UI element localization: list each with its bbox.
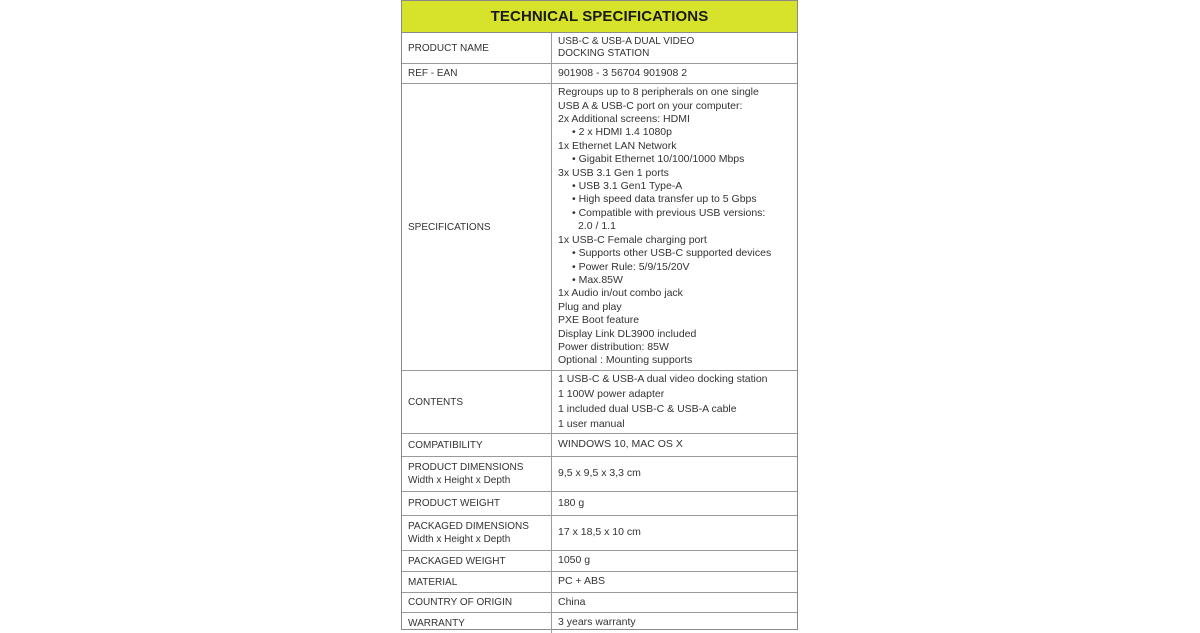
value-country-of-origin: China (558, 595, 586, 608)
value-material: PC + ABS (558, 575, 605, 588)
spec-bullet: • Compatible with previous USB versions: (558, 207, 791, 220)
spec-line: Plug and play (558, 300, 622, 313)
value-product-dimensions: 9,5 x 9,5 x 3,3 cm (558, 467, 641, 480)
label-material: MATERIAL (402, 572, 552, 592)
row-specifications (402, 84, 797, 371)
contents-line: 1 user manual (558, 418, 625, 430)
sheet-title: TECHNICAL SPECIFICATIONS (402, 1, 797, 33)
row-product-dimensions (402, 457, 797, 492)
label-main: PRODUCT DIMENSIONS (408, 462, 524, 473)
label-packaged-dimensions (402, 516, 552, 550)
value-ref-ean: 901908 - 3 56704 901908 2 (558, 66, 688, 79)
row-packaged-weight (402, 551, 797, 572)
spec-line: USB A & USB-C port on your computer: (558, 99, 743, 112)
spec-bullet: • Max.85W (558, 274, 791, 287)
label-warranty: WARRANTY (402, 613, 552, 633)
label-sub: Width x Height x Depth (408, 534, 511, 545)
value-packaged-weight: 1050 g (558, 554, 591, 567)
contents-line: 1 USB-C & USB-A dual video docking station (558, 373, 768, 385)
value-specifications (552, 84, 797, 370)
value-line: DOCKING STATION (558, 48, 650, 59)
spec-line: Power distribution: 85W (558, 340, 669, 353)
row-product-weight (402, 492, 797, 516)
value-compatibility: WINDOWS 10, MAC OS X (558, 438, 683, 451)
row-material (402, 572, 797, 593)
label-main: PACKAGED DIMENSIONS (408, 521, 529, 532)
spec-continuation: 2.0 / 1.1 (578, 220, 616, 233)
spec-bullet: • Gigabit Ethernet 10/100/1000 Mbps (558, 153, 791, 166)
label-country-of-origin: COUNTRY OF ORIGIN (402, 593, 552, 612)
spec-line: Optional : Mounting supports (558, 354, 693, 367)
label-product-weight: PRODUCT WEIGHT (402, 492, 552, 515)
spec-line: Display Link DL3900 included (558, 327, 697, 340)
label-ref-ean: REF - EAN (402, 64, 552, 83)
row-ref-ean (402, 64, 797, 84)
spec-sheet (401, 0, 798, 630)
row-packaged-dimensions (402, 516, 797, 551)
value-line: USB-C & USB-A DUAL VIDEO (558, 36, 695, 47)
value-packaged-dimensions: 17 x 18,5 x 10 cm (558, 526, 641, 539)
spec-bullet: • 2 x HDMI 1.4 1080p (558, 126, 791, 139)
spec-line: 1x Ethernet LAN Network (558, 139, 677, 152)
spec-bullet: • Power Rule: 5/9/15/20V (558, 261, 791, 274)
spec-line: 1x USB-C Female charging port (558, 233, 707, 246)
label-product-name: PRODUCT NAME (402, 33, 552, 63)
spec-line: 2x Additional screens: HDMI (558, 113, 690, 126)
spec-line: PXE Boot feature (558, 314, 640, 327)
label-packaged-weight: PACKAGED WEIGHT (402, 551, 552, 571)
value-contents (552, 371, 797, 433)
label-compatibility: COMPATIBILITY (402, 434, 552, 456)
label-specifications: SPECIFICATIONS (402, 84, 552, 370)
label-sub: Width x Height x Depth (408, 475, 511, 486)
label-contents: CONTENTS (402, 371, 552, 433)
contents-line: 1 100W power adapter (558, 388, 665, 400)
spec-line: Regroups up to 8 peripherals on one single (558, 86, 759, 99)
row-warranty (402, 613, 797, 633)
label-product-dimensions (402, 457, 552, 491)
value-product-weight: 180 g (558, 496, 585, 509)
row-product-name (402, 33, 797, 64)
spec-bullet: • Supports other USB-C supported devices (558, 247, 791, 260)
spec-line: 3x USB 3.1 Gen 1 ports (558, 166, 669, 179)
contents-line: 1 included dual USB-C & USB-A cable (558, 403, 737, 415)
spec-bullet: • USB 3.1 Gen1 Type-A (558, 180, 791, 193)
spec-bullet: • High speed data transfer up to 5 Gbps (558, 193, 791, 206)
row-compatibility (402, 434, 797, 457)
spec-line: 1x Audio in/out combo jack (558, 287, 683, 300)
value-product-name (552, 33, 797, 63)
row-country-of-origin (402, 593, 797, 613)
row-contents (402, 371, 797, 434)
value-warranty: 3 years warranty (558, 616, 636, 629)
